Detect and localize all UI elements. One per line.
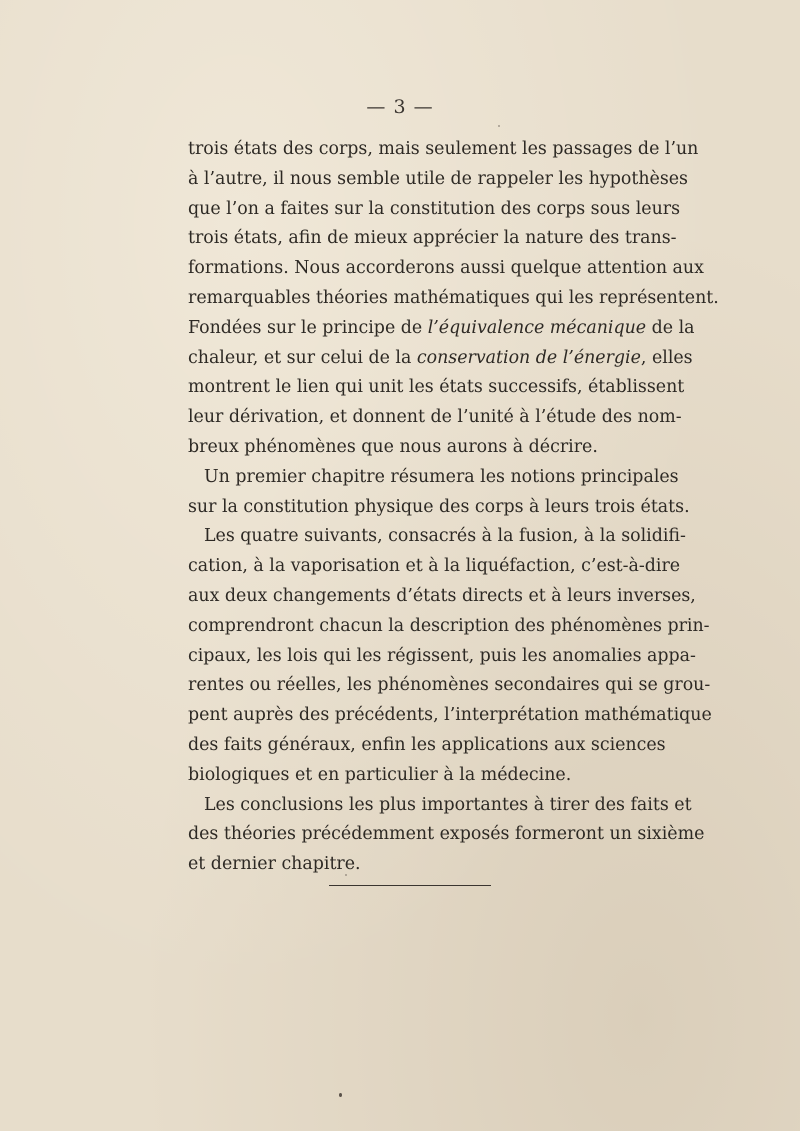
text-line: comprendront chacun la description des phénomènes prin-: [188, 615, 710, 636]
text-line: pent auprès des précédents, l’interprétation mathématique: [188, 705, 712, 726]
text-segment: , elles: [640, 347, 693, 368]
italic-term: conservation de l’énergie: [416, 347, 641, 368]
text-line: et dernier chapitre.: [188, 854, 361, 875]
text-line: leur dérivation, et donnent de l’unité à l’étude des nom-: [188, 407, 682, 428]
text-line: Les conclusions les plus importantes à tirer des faits et: [204, 794, 692, 815]
text-line: des théories précédemment exposés formeront un sixième: [188, 824, 705, 845]
text-segment: de la: [646, 317, 695, 338]
body-text: [188, 135, 719, 880]
text-line: rentes ou réelles, les phénomènes secondaires qui se grou-: [188, 675, 711, 696]
text-line: [188, 314, 695, 344]
text-segment: Fondées sur le principe de: [188, 317, 428, 338]
text-line: biologiques et en particulier à la médecine.: [188, 764, 572, 785]
paper-speck: [498, 125, 500, 127]
text-line: [188, 344, 693, 374]
text-line: aux deux changements d’états directs et à leurs inverses,: [188, 585, 696, 606]
text-line: à l’autre, il nous semble utile de rappeler les hypothèses: [188, 168, 688, 189]
text-line: que l’on a faites sur la constitution des corps sous leurs: [188, 198, 681, 219]
text-line: formations. Nous accorderons aussi quelque attention aux: [188, 258, 704, 279]
text-line: Un premier chapitre résumera les notions principales: [204, 466, 679, 487]
text-line: des faits généraux, enfin les applications aux sciences: [188, 734, 666, 755]
text-line: sur la constitution physique des corps à leurs trois états.: [188, 496, 690, 517]
text-line: cation, à la vaporisation et à la liquéfaction, c’est-à-dire: [188, 556, 681, 577]
text-line: remarquables théories mathématiques qui les représentent.: [188, 287, 719, 308]
text-line: trois états, afin de mieux apprécier la nature des trans-: [188, 228, 677, 249]
paper-speck: [339, 1093, 342, 1097]
text-line: trois états des corps, mais seulement les passages de l’un: [188, 139, 699, 159]
text-line: Les quatre suivants, consacrés à la fusion, à la solidifi-: [204, 526, 686, 547]
page-number: — 3 —: [366, 96, 434, 118]
text-line: breux phénomènes que nous aurons à décrire.: [188, 436, 598, 457]
text-line: montrent le lien qui unit les états successifs, établissent: [188, 377, 685, 398]
italic-term: l’équivalence mécanique: [427, 317, 647, 338]
text-segment: chaleur, et sur celui de la: [188, 347, 417, 368]
section-end-rule: [329, 885, 491, 886]
text-line: cipaux, les lois qui les régissent, puis les anomalies appa-: [188, 645, 696, 666]
paper-speck: [345, 874, 347, 876]
